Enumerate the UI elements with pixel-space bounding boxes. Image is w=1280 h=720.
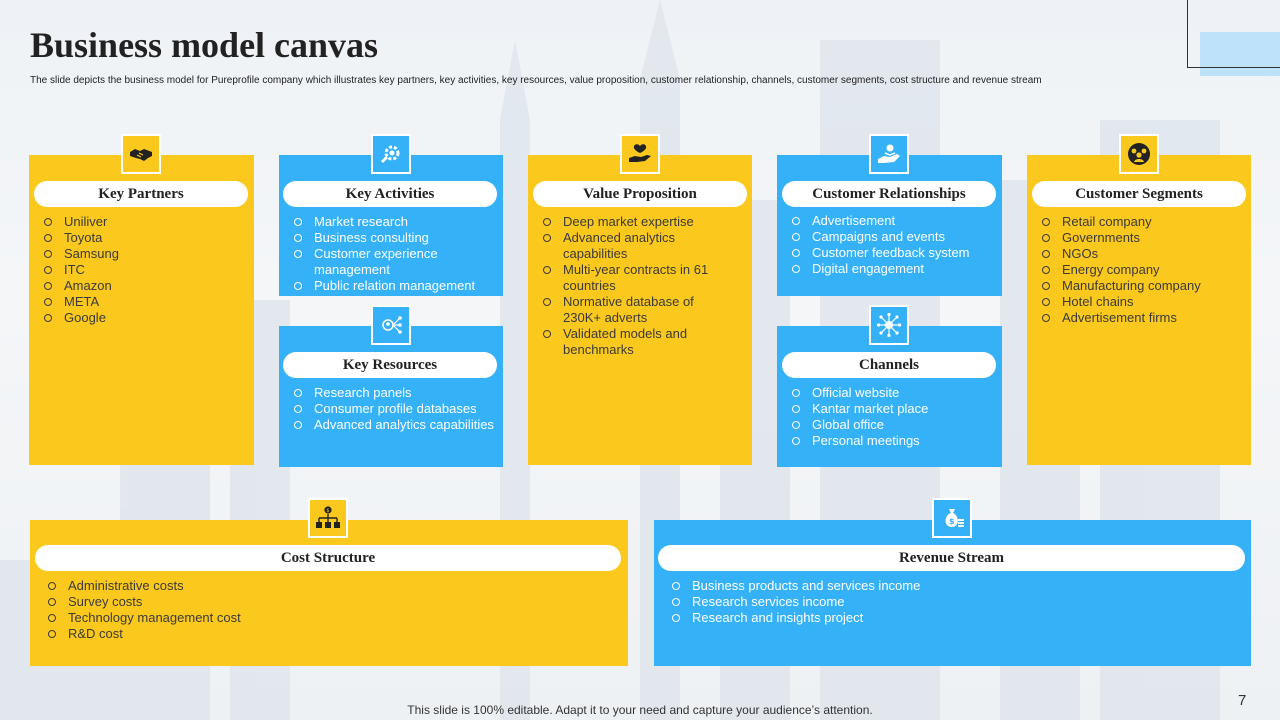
revenue-stream-list bbox=[668, 578, 1228, 626]
list-item: Toyota bbox=[40, 230, 250, 246]
list-item: Research and insights project bbox=[668, 610, 1228, 626]
customer-group-icon bbox=[1119, 134, 1159, 174]
list-item: Research panels bbox=[290, 385, 495, 401]
key-activities-title: Key Activities bbox=[283, 181, 497, 207]
list-item: Amazon bbox=[40, 278, 250, 294]
value-proposition-card bbox=[528, 155, 752, 465]
list-item: Retail company bbox=[1038, 214, 1248, 230]
revenue-stream-title: Revenue Stream bbox=[658, 545, 1245, 571]
list-item: Customer experience management bbox=[290, 246, 495, 278]
customer-relationships-title: Customer Relationships bbox=[782, 181, 996, 207]
key-activities-list bbox=[290, 214, 495, 294]
key-resources-card bbox=[279, 326, 503, 467]
list-item: Advanced analytics capabilities bbox=[539, 230, 708, 262]
hand-heart-icon bbox=[620, 134, 660, 174]
list-item: Hotel chains bbox=[1038, 294, 1248, 310]
cost-structure-list bbox=[44, 578, 604, 642]
cost-structure-card bbox=[30, 520, 628, 666]
list-item: Business consulting bbox=[290, 230, 495, 246]
cost-structure-title: Cost Structure bbox=[35, 545, 621, 571]
value-proposition-title: Value Proposition bbox=[533, 181, 747, 207]
list-item: Governments bbox=[1038, 230, 1248, 246]
list-item: Consumer profile databases bbox=[290, 401, 495, 417]
list-item: Multi-year contracts in 61 countries bbox=[539, 262, 738, 294]
list-item: Samsung bbox=[40, 246, 250, 262]
hub-network-icon bbox=[869, 305, 909, 345]
key-activities-card bbox=[279, 155, 503, 296]
list-item: Normative database of 230K+ adverts bbox=[539, 294, 728, 326]
list-item: Energy company bbox=[1038, 262, 1248, 278]
list-item: ITC bbox=[40, 262, 250, 278]
list-item: Campaigns and events bbox=[788, 229, 998, 245]
list-item: Research services income bbox=[668, 594, 1228, 610]
customer-relationships-card bbox=[777, 155, 1002, 296]
page-number: 7 bbox=[1238, 692, 1247, 709]
gear-settings-icon bbox=[371, 134, 411, 174]
list-item: Kantar market place bbox=[788, 401, 998, 417]
list-item: Deep market expertise bbox=[539, 214, 739, 230]
key-partners-card bbox=[29, 155, 254, 465]
customer-segments-title: Customer Segments bbox=[1032, 181, 1246, 207]
list-item: Global office bbox=[788, 417, 998, 433]
list-item: R&D cost bbox=[44, 626, 604, 642]
value-proposition-list bbox=[539, 214, 739, 358]
corner-accent-outline bbox=[1187, 0, 1280, 68]
svg-text:$: $ bbox=[326, 508, 330, 514]
customer-segments-list bbox=[1038, 214, 1248, 326]
list-item: Validated models and benchmarks bbox=[539, 326, 728, 358]
customer-segments-card bbox=[1027, 155, 1251, 465]
network-user-icon bbox=[371, 305, 411, 345]
channels-list bbox=[788, 385, 998, 449]
list-item: META bbox=[40, 294, 250, 310]
list-item: Advertisement bbox=[788, 213, 998, 229]
cost-hierarchy-icon bbox=[308, 498, 348, 538]
list-item: Market research bbox=[290, 214, 495, 230]
list-item: Official website bbox=[788, 385, 998, 401]
key-partners-title: Key Partners bbox=[34, 181, 248, 207]
list-item: Customer feedback system bbox=[788, 245, 998, 261]
list-item: Business products and services income bbox=[668, 578, 1228, 594]
key-resources-title: Key Resources bbox=[283, 352, 497, 378]
revenue-stream-card bbox=[654, 520, 1251, 666]
list-item: Manufacturing company bbox=[1038, 278, 1248, 294]
list-item: Technology management cost bbox=[44, 610, 604, 626]
money-bag-icon bbox=[932, 498, 972, 538]
list-item: Google bbox=[40, 310, 250, 326]
footer-note: This slide is 100% editable. Adapt it to your need and capture your audience’s attention. bbox=[407, 703, 873, 717]
channels-card bbox=[777, 326, 1002, 467]
key-resources-list bbox=[290, 385, 495, 433]
customer-relationships-list bbox=[788, 213, 998, 277]
list-item: Survey costs bbox=[44, 594, 604, 610]
list-item: Personal meetings bbox=[788, 433, 998, 449]
list-item: Uniliver bbox=[40, 214, 250, 230]
hand-care-icon bbox=[869, 134, 909, 174]
page-title: Business model canvas bbox=[30, 25, 379, 65]
list-item: Public relation management bbox=[290, 278, 495, 294]
list-item: NGOs bbox=[1038, 246, 1248, 262]
svg-text:$: $ bbox=[949, 517, 955, 526]
list-item: Advanced analytics capabilities bbox=[290, 417, 495, 433]
list-item: Digital engagement bbox=[788, 261, 998, 277]
key-partners-list bbox=[40, 214, 250, 326]
channels-title: Channels bbox=[782, 352, 996, 378]
page-subtitle: The slide depicts the business model for Pureprofile company which illustrates key partners, key activities, key resources, value proposition, customer relationship, channels, customer segments, cost structure and revenue stream bbox=[30, 75, 1042, 86]
list-item: Administrative costs bbox=[44, 578, 604, 594]
list-item: Advertisement firms bbox=[1038, 310, 1248, 326]
handshake-icon bbox=[121, 134, 161, 174]
